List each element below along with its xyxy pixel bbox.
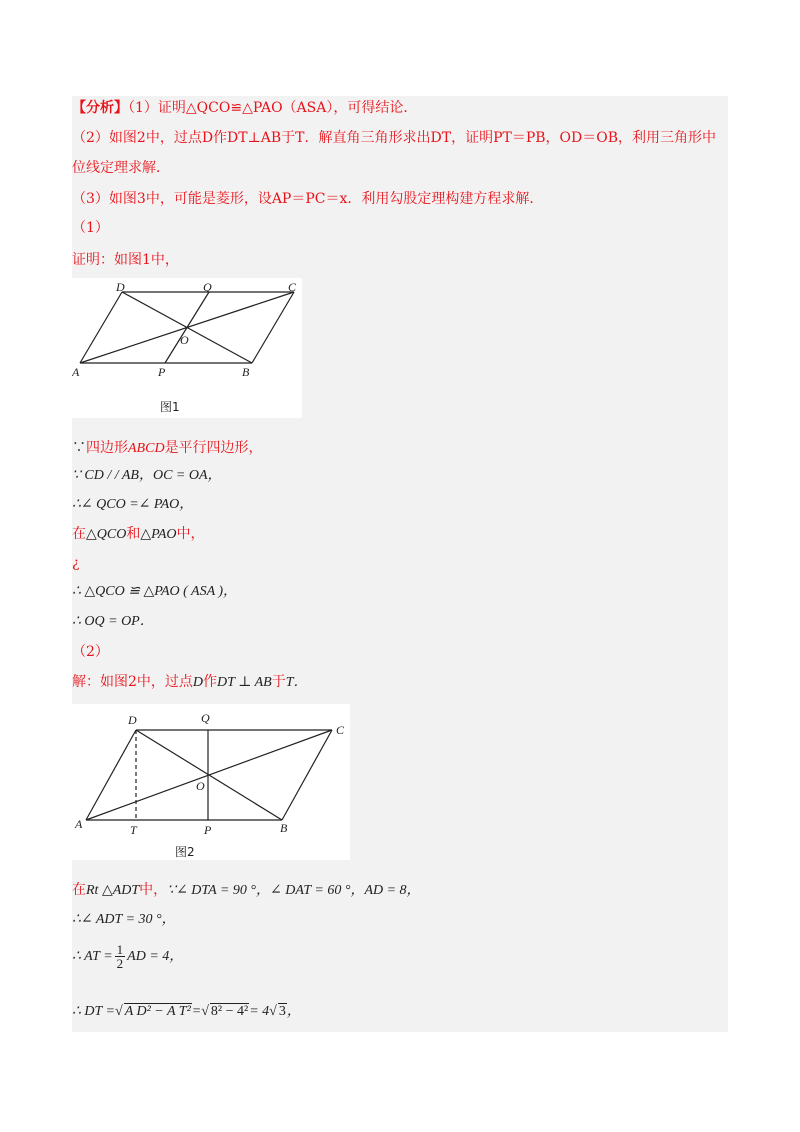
radical-ad-at: A D² − A T²	[124, 1004, 191, 1019]
analysis-line-2: （2）如图2中，过点D作DT⊥AB于T．解直角三角形求出DT，证明PT＝PB，OD＝OB，利用三角形中	[72, 130, 716, 146]
analysis-line-4: （3）如图3中，可能是菱形，设AP＝PC＝x．利用勾股定理构建方程求解．	[72, 191, 544, 207]
part1-intro: 证明：如图1中，	[72, 252, 179, 268]
part1-step-3: ∴∠ QCO =∠ PAO，	[72, 497, 194, 512]
fig1-label-O: O	[180, 333, 189, 347]
part1-step-1: ∵四边形ABCD是平行四边形，	[72, 440, 263, 456]
analysis-line-1: 【分析】（1）证明△QCO≌△PAO（ASA），可得结论．	[72, 100, 418, 116]
fig2-label-P: P	[204, 823, 212, 837]
part1-step-2: ∵ CD / / AB，OC = OA，	[72, 468, 222, 483]
analysis-line-3: 位线定理求解．	[72, 160, 170, 176]
part1-step-5: ¿	[72, 555, 80, 571]
part1-label: （1）	[72, 220, 109, 236]
figure-1-diagram	[72, 278, 302, 418]
fig1-label-Q: Q	[203, 280, 212, 294]
fig2-label-A: A	[75, 817, 83, 831]
fig1-label-D: D	[116, 280, 125, 294]
fig2-label-D: D	[128, 713, 137, 727]
part2-step-3: ∴ AT = $\frac{1}{2}$ AD = 4，	[72, 942, 184, 972]
part1-step-6: ∴ △QCO ≌ △PAO ( ASA )，	[72, 584, 238, 599]
fig2-label-C: C	[336, 723, 345, 737]
figure-2	[72, 704, 350, 860]
part2-step-4: ∴ DT =√ A D² − A T²=√ 8² − 4²= 4√ 3，	[72, 1004, 301, 1019]
fig1-label-P: P	[158, 365, 166, 379]
fig1-label-B: B	[242, 365, 250, 379]
radical-three: 3	[278, 1004, 286, 1019]
analysis-tag: 【分析】	[72, 100, 128, 116]
part2-step-1: 在Rt △ADT中，∵∠ DTA = 90 °，∠ DAT = 60 °，AD = 8，	[72, 882, 421, 898]
part1-step-4: 在△QCO和△PAO中，	[72, 526, 205, 542]
fraction-one-half: $\frac{1}{2}$	[116, 942, 124, 972]
part2-label: （2）	[72, 644, 109, 660]
fig2-label-O: O	[196, 779, 205, 793]
figure-2-diagram	[72, 704, 350, 860]
part1-step-7: ∴ OQ = OP．	[72, 614, 154, 629]
fig1-label-A: A	[72, 365, 80, 379]
fig1-label-C: C	[288, 280, 297, 294]
part2-intro: 解：如图2中，过点D作DT ⊥ AB于T．	[72, 674, 308, 690]
fig1-caption: 图1	[160, 400, 180, 414]
fig2-caption: 图2	[175, 845, 195, 859]
radical-numeric: 8² − 4²	[210, 1004, 249, 1019]
fig2-label-Q: Q	[201, 711, 210, 725]
fig2-label-B: B	[280, 821, 288, 835]
part2-step-2: ∴∠ ADT = 30 °，	[72, 912, 176, 927]
fig2-label-T: T	[130, 823, 137, 837]
figure-1	[72, 278, 302, 418]
